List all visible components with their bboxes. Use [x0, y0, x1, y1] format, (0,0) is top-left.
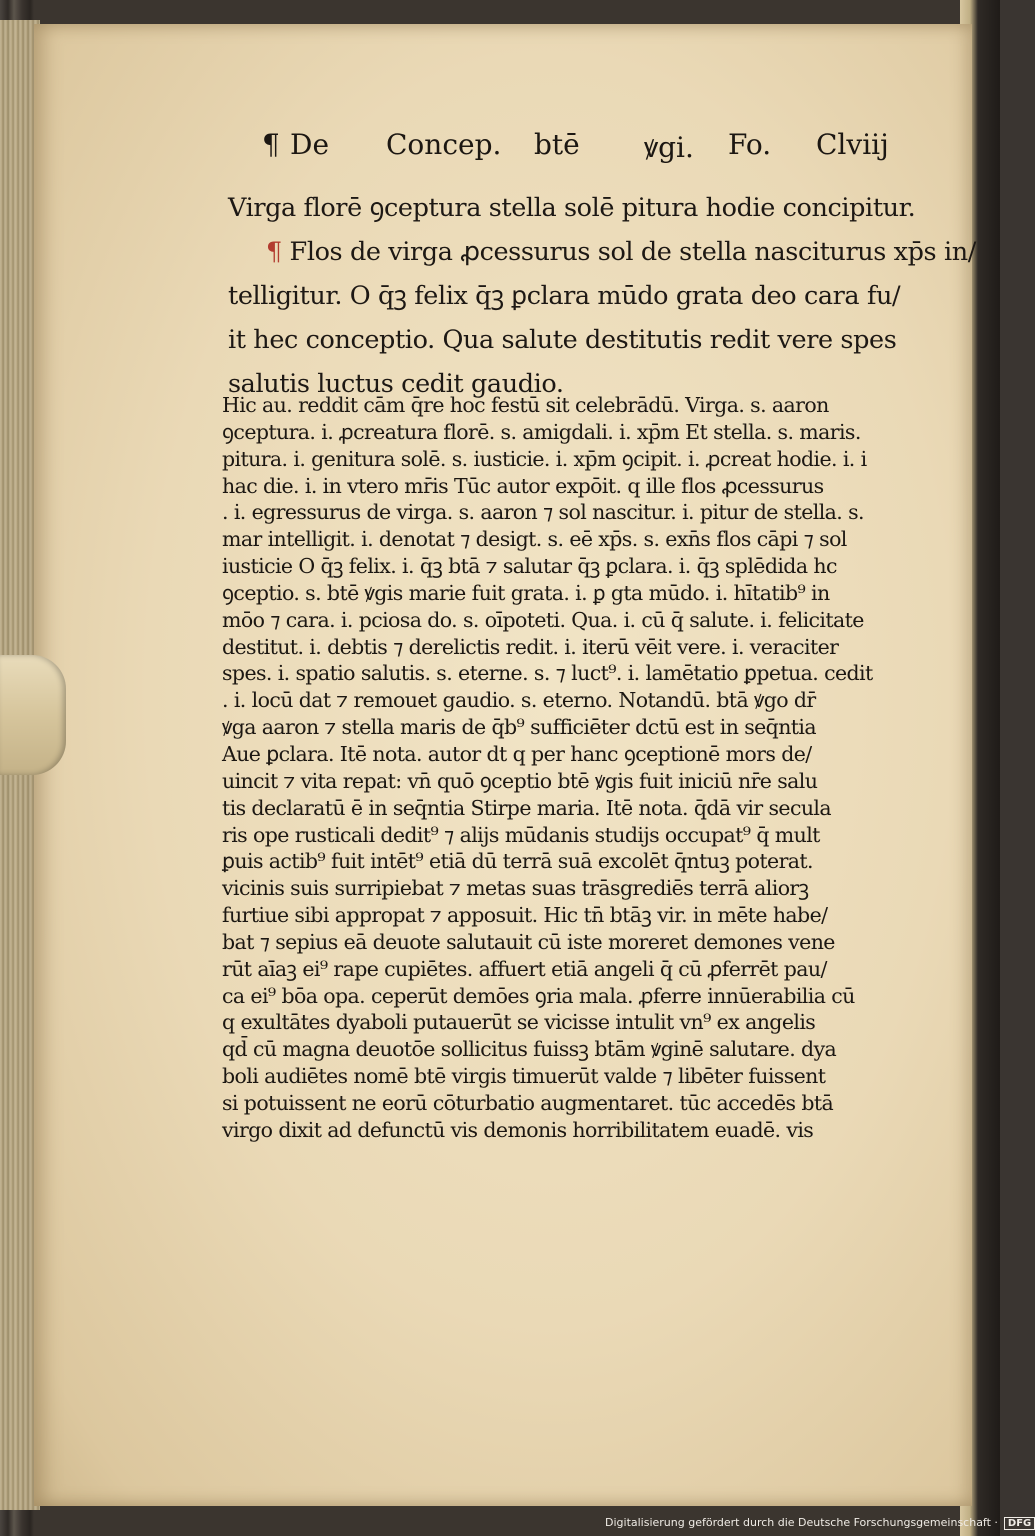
- commentary-line: pitura. i. genitura solē. s. iusticie. i. xp̄m ꝯcipit. i. ꝓcreat hodie. i. i: [222, 446, 867, 471]
- commentary-line: bat ⁊ sepius eā deuote salutauit cū iste moreret demones vene: [222, 929, 835, 954]
- commentary-line: mar intelligit. i. denotat ⁊ desigt. s. eē xp̄s. s. exn̄s flos cāpi ⁊ sol: [222, 527, 847, 552]
- commentary-line: ꝟga aaron ⁊ stella maris de q̄b⁹ sufficiēter dctū est in seq̄ntia: [222, 715, 817, 740]
- antiphon-text: [228, 186, 976, 406]
- commentary-line: ca ei⁹ bōa opa. ceperūt demōes ꝯria mala. ꝓferre innūerabilia cū: [222, 983, 855, 1008]
- commentary-line: . i. egressurus de virga. s. aaron ⁊ sol nascitur. i. pitur de stella. s.: [222, 500, 864, 525]
- commentary-line: qd̄ cū magna deuotōe sollicitus fuissꝫ btām ꝟginē salutare. dya: [222, 1037, 837, 1062]
- running-header: ¶ De Concep. btē ꝟgi. Fo. Clviij: [262, 128, 889, 164]
- book-clasp: [0, 655, 66, 775]
- commentary-line: ꝯceptio. s. btē ꝟgis marie fuit grata. i. ꝑ gta mūdo. i. hītatib⁹ in: [222, 580, 830, 605]
- header-word-3: btē: [534, 128, 580, 161]
- commentary-line: q exultātes dyaboli putauerūt se vicisse intulit vn⁹ ex angelis: [222, 1010, 816, 1035]
- verse-line: salutis luctus cedit gaudio.: [228, 369, 564, 399]
- commentary-line: rūt aīaꝫ ei⁹ rape cupiētes. affuert etiā angeli q̄ cū ꝓferrēt pau/: [222, 956, 827, 981]
- commentary-text: [222, 392, 942, 1144]
- header-word-2: Concep.: [386, 128, 502, 161]
- commentary-line: mōo ⁊ cara. i. pciosa do. s. oīpoteti. Qua. i. cū q̄ salute. i. felicitate: [222, 607, 864, 632]
- folio-number: Clviij: [816, 128, 889, 161]
- commentary-line: Aue ꝑclara. Itē nota. autor dt q per hanc ꝯceptionē mors de/: [222, 741, 812, 766]
- verse-line: ¶ Flos de virga ꝓcessurus sol de stella nasciturus xp̄s in/: [266, 237, 976, 267]
- commentary-line: ꝑuis actib⁹ fuit intēt⁹ etiā dū terrā suā excolēt q̄ntuꝫ poterat.: [222, 849, 813, 874]
- commentary-line: spes. i. spatio salutis. s. eterne. s. ⁊ luct⁹. i. lamētatio ꝑpetua. cedit: [222, 661, 873, 686]
- verse-line: it hec conceptio. Qua salute destitutis redit vere spes: [228, 325, 897, 355]
- credit-text: Digitalisierung gefördert durch die Deutsche Forschungsgemeinschaft ·: [605, 1516, 998, 1529]
- verse-line: Virga florē ꝯceptura stella solē pitura hodie concipitur.: [228, 193, 916, 223]
- commentary-line: uincit ⁊ vita repat: vn̄ quō ꝯceptio btē ꝟgis fuit iniciū nr̄e salu: [222, 768, 818, 793]
- commentary-line: ris ope rusticali dedit⁹ ⁊ alijs mūdanis studijs occupat⁹ q̄ mult: [222, 822, 820, 847]
- commentary-line: destitut. i. debtis ⁊ derelictis redit. i. iterū vēit vere. i. veraciter: [222, 634, 839, 659]
- header-word-5: Fo.: [728, 128, 772, 161]
- header-word-4: ꝟgi.: [644, 131, 694, 164]
- header-word-1: De: [290, 128, 330, 161]
- commentary-line: hac die. i. in vtero mr̄is Tūc autor expōit. q ille flos ꝓcessurus: [222, 473, 824, 498]
- dfg-logo-icon: DFG: [1004, 1517, 1035, 1530]
- commentary-line: virgo dixit ad defunctū vis demonis horribilitatem euadē. vis: [222, 1117, 814, 1142]
- commentary-line: si potuissent ne eorū cōturbatio augmentaret. tūc accedēs btā: [222, 1090, 834, 1115]
- commentary-line: vicinis suis surripiebat ⁊ metas suas trāsgrediēs terrā aliorꝫ: [222, 876, 809, 901]
- commentary-line: tis declaratū ē in seq̄ntia Stirpe maria. Itē nota. q̄dā vir secula: [222, 795, 832, 820]
- pilcrow-red-icon: ¶: [266, 237, 282, 267]
- commentary-line: boli audiētes nomē btē virgis timuerūt valde ⁊ libēter fuissent: [222, 1064, 826, 1089]
- commentary-line: . i. locū dat ⁊ remouet gaudio. s. eterno. Notandū. btā ꝟgo dr̄: [222, 688, 816, 713]
- commentary-line: ꝯceptura. i. ꝓcreatura florē. s. amigdali. i. xp̄m Et stella. s. maris.: [222, 419, 861, 444]
- commentary-line: Hic au. reddit cām q̄re hoc festū sit celebrādū. Virga. s. aaron: [222, 393, 829, 417]
- verse-line: telligitur. O q̄ꝫ felix q̄ꝫ ꝑclara mūdo grata deo cara fu/: [228, 281, 901, 311]
- digitization-credit: [605, 1516, 1035, 1530]
- commentary-line: furtiue sibi appropat ⁊ apposuit. Hic tn̄ btāꝫ vir. in mēte habe/: [222, 903, 828, 928]
- commentary-line: iusticie O q̄ꝫ felix. i. q̄ꝫ btā ⁊ salutar q̄ꝫ ꝑclara. i. q̄ꝫ splēdida hc: [222, 554, 837, 579]
